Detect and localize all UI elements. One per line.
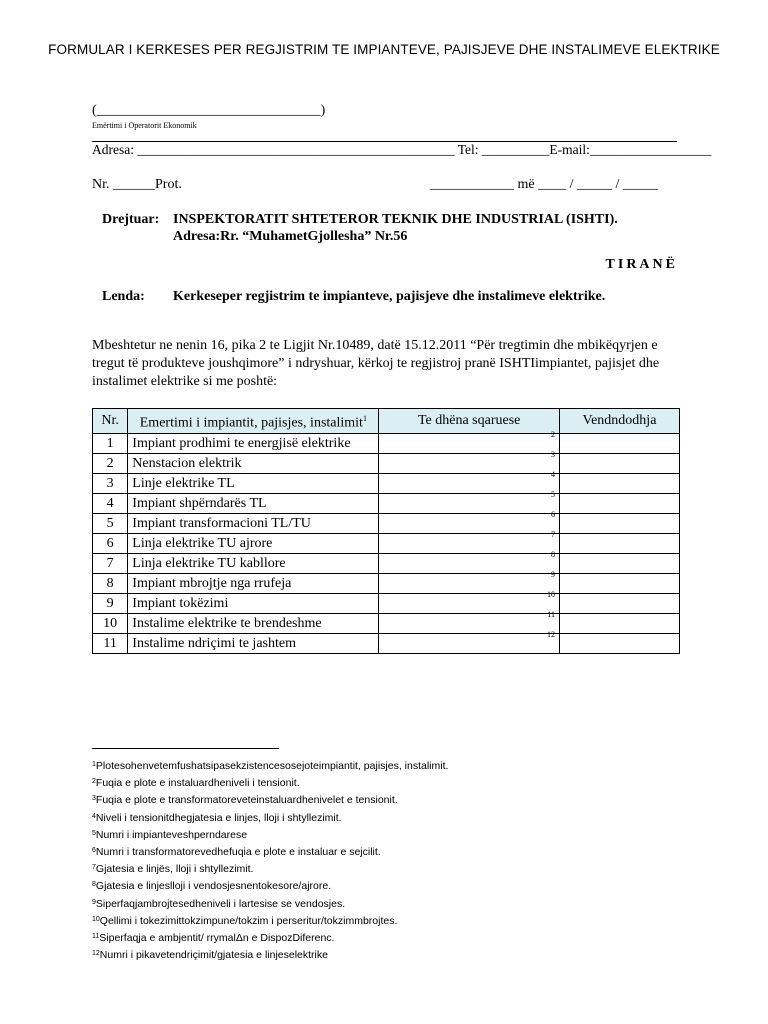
footnote-item: [92, 946, 448, 963]
protocol-number-field[interactable]: Nr. ______Prot.: [92, 177, 182, 192]
row-name: Instalime elektrike te brendeshme: [128, 613, 379, 633]
footnote-number: 3: [92, 795, 96, 803]
row-info-cell[interactable]: [379, 569, 560, 593]
footnote-text: Numri i transformatorevedhefuqia e plote e instaluar e sejcilit.: [95, 846, 381, 859]
footnote-ref: 11: [547, 609, 555, 619]
address-line[interactable]: Adresa: _______________________________________________ Tel: __________E-mail:__________________: [92, 142, 712, 157]
row-info-cell[interactable]: [379, 509, 560, 533]
table-row: [93, 513, 680, 533]
footnote-number: 2: [92, 778, 96, 786]
row-name: Linja elektrike TU kabllore: [128, 553, 379, 573]
date-field[interactable]: ____________ më ____ / _____ / _____: [430, 177, 658, 192]
row-location-cell[interactable]: [559, 613, 679, 633]
row-name: Linja elektrike TU ajrore: [128, 533, 379, 553]
addressed-label: Drejtuar:: [102, 212, 160, 227]
footnote-item: [92, 757, 448, 774]
row-number: 7: [93, 553, 128, 573]
footnote-number: 1: [92, 761, 96, 768]
footnote-number: 4: [92, 812, 96, 820]
row-name: Impiant prodhimi te energjisë elektrike: [128, 433, 379, 453]
row-name: Nenstacion elektrik: [128, 453, 379, 473]
row-location-cell[interactable]: [559, 593, 679, 613]
row-name: Impiant shpërndarës TL: [128, 493, 379, 513]
footnote-number: 5: [92, 829, 96, 837]
row-info-cell[interactable]: [379, 469, 560, 493]
operator-name-field[interactable]: (________________________________): [92, 103, 326, 118]
footnote-text: Gjatesia e linjeslloji i vendosjesnentokesore/ajrore.: [95, 880, 332, 893]
footnote-number: 11: [92, 933, 100, 941]
footnote-item: [92, 809, 448, 826]
row-number: 2: [93, 453, 128, 473]
row-number: 3: [93, 473, 128, 493]
header-location: Vendndodhja: [559, 409, 679, 434]
table-row: [93, 553, 680, 573]
footnote-text: Plotesohenvetemfushatsipasekzistencesosejoteimpiantit, pajisjes, instalimit.: [95, 760, 449, 772]
footnote-ref: 2: [550, 429, 555, 439]
table-header-row: [93, 409, 680, 434]
row-location-cell[interactable]: [559, 453, 679, 473]
row-info-cell[interactable]: [379, 589, 560, 613]
footnote-number: 8: [92, 881, 96, 889]
row-name: Impiant transformacioni TL/TU: [128, 513, 379, 533]
row-location-cell[interactable]: [559, 493, 679, 513]
footnote-item: [92, 791, 448, 808]
row-number: 6: [93, 533, 128, 553]
footnote-number: 12: [92, 950, 100, 958]
row-location-cell[interactable]: [559, 533, 679, 553]
row-info-cell[interactable]: [379, 609, 560, 633]
row-info-cell[interactable]: [379, 489, 560, 513]
footnote-number: 6: [92, 847, 96, 855]
table-body: [93, 429, 680, 653]
footnote-item: [92, 860, 448, 877]
header-name-label: Emertimi i impiantit, pajisjes, instalimit: [139, 415, 363, 431]
table-row: [93, 473, 680, 493]
city-name: TIRANË: [605, 257, 678, 272]
operator-caption: Emërtimi i Operatorit Ekonomik: [92, 121, 197, 130]
footnote-text: Fuqia e plote e instaluardheniveli i tensionit.: [95, 777, 300, 790]
row-location-cell[interactable]: [559, 513, 679, 533]
row-info-cell[interactable]: [379, 449, 560, 473]
footnote-item: [92, 843, 448, 860]
row-name: Instalime ndriçimi te jashtem: [128, 633, 379, 653]
footnote-text: Numri i pikavetendriçimit/gjatesia e linjeselektrike: [99, 949, 328, 962]
table-row: [93, 493, 680, 513]
footnote-text: Gjatesia e linjës, lloji i shtyllezimit.: [95, 863, 254, 876]
footnote-text: Siperfaqjambrojtesedheniveli i lartesise se vendosjes.: [95, 897, 346, 910]
header-name: [128, 409, 379, 434]
table-row: [93, 573, 680, 593]
footnote-ref: 4: [550, 469, 555, 479]
footnote-item: [92, 774, 448, 791]
footnote-number: 7: [92, 864, 96, 872]
row-location-cell[interactable]: [559, 633, 679, 653]
footnotes: [92, 757, 448, 963]
row-number: 4: [93, 493, 128, 513]
table-row: [93, 453, 680, 473]
footnote-item: [92, 877, 448, 894]
addressed-name: INSPEKTORATIT SHTETEROR TEKNIK DHE INDUSTRIAL (ISHTI).: [173, 212, 618, 227]
row-number: 1: [93, 433, 128, 453]
row-number: 10: [93, 613, 128, 633]
footnote-text: Qellimi i tokezimittokzimpune/tokzim i perseritur/tokzimmbrojtes.: [99, 914, 398, 927]
row-location-cell[interactable]: [559, 553, 679, 573]
row-location-cell[interactable]: [559, 473, 679, 493]
page-title: FORMULAR I KERKESES PER REGJISTRIM TE IMPIANTEVE, PAJISJEVE DHE INSTALIMEVE ELEKTRIKE: [48, 42, 720, 57]
table-row: [93, 593, 680, 613]
row-info-cell[interactable]: [379, 629, 560, 653]
row-number: 5: [93, 513, 128, 533]
row-info-cell[interactable]: [379, 429, 560, 453]
row-number: 8: [93, 573, 128, 593]
footnote-number: 9: [92, 898, 96, 906]
row-info-cell[interactable]: [379, 549, 560, 573]
row-number: 9: [93, 593, 128, 613]
footnote-ref: 7: [550, 529, 555, 539]
footnote-item: [92, 912, 448, 929]
intro-paragraph: Mbeshtetur ne nenin 16, pika 2 te Ligjit Nr.10489, datë 15.12.2011 “Për tregtimin dhe mbikëqyrjen e tregut të produkteve joushqimore” i ndryshuar, kërkoj te regjistroj pranë ISHTIimpiantet, pajisjet dhe instalimet elektrike si me poshtë:: [92, 338, 660, 389]
table-row: [93, 613, 680, 633]
footnote-text: Numri i impianteveshperndarese: [95, 828, 248, 841]
header-info: Te dhëna sqaruese: [379, 409, 560, 434]
row-name: Linje elektrike TL: [128, 473, 379, 493]
footnote-item: [92, 929, 448, 946]
footnote-ref: 1: [362, 414, 367, 423]
row-number: 11: [93, 633, 128, 653]
footnote-number: 10: [92, 915, 100, 923]
footnote-text: Siperfaqja e ambjentit/ rrymalΔn e DispozDiferenc.: [99, 932, 335, 945]
footnote-divider: [92, 748, 279, 749]
table-row: [93, 433, 680, 453]
footnote-ref: 12: [546, 629, 555, 639]
footnote-text: Niveli i tensionitdhegjatesia e linjes, lloji i shtyllezimit.: [95, 811, 342, 824]
subject-text: Kerkeseper regjistrim te impianteve, pajisjeve dhe instalimeve elektrike.: [173, 289, 606, 304]
addressed-address: Adresa:Rr. “MuhametGjollesha” Nr.56: [173, 229, 408, 244]
table-row: [93, 533, 680, 553]
table-row: [93, 633, 680, 653]
row-name: Impiant tokëzimi: [128, 593, 379, 613]
footnote-ref: 8: [550, 549, 555, 559]
row-info-cell[interactable]: [379, 529, 560, 553]
footnote-text: Fuqia e plote e transformatoreveteinstaluardhenivelet e tensionit.: [95, 794, 398, 807]
footnote-ref: 5: [550, 489, 555, 499]
footnote-ref: 3: [550, 449, 555, 459]
footnote-ref: 6: [550, 509, 555, 519]
footnote-ref: 10: [546, 589, 555, 599]
registration-table: [92, 408, 680, 654]
row-location-cell[interactable]: [559, 433, 679, 453]
footnote-ref: 9: [550, 569, 555, 579]
subject-label: Lenda:: [102, 289, 145, 304]
row-location-cell[interactable]: [559, 573, 679, 593]
footnote-item: [92, 826, 448, 843]
header-nr: Nr.: [93, 409, 128, 434]
row-name: Impiant mbrojtje nga rrufeja: [128, 573, 379, 593]
footnote-item: [92, 895, 448, 912]
